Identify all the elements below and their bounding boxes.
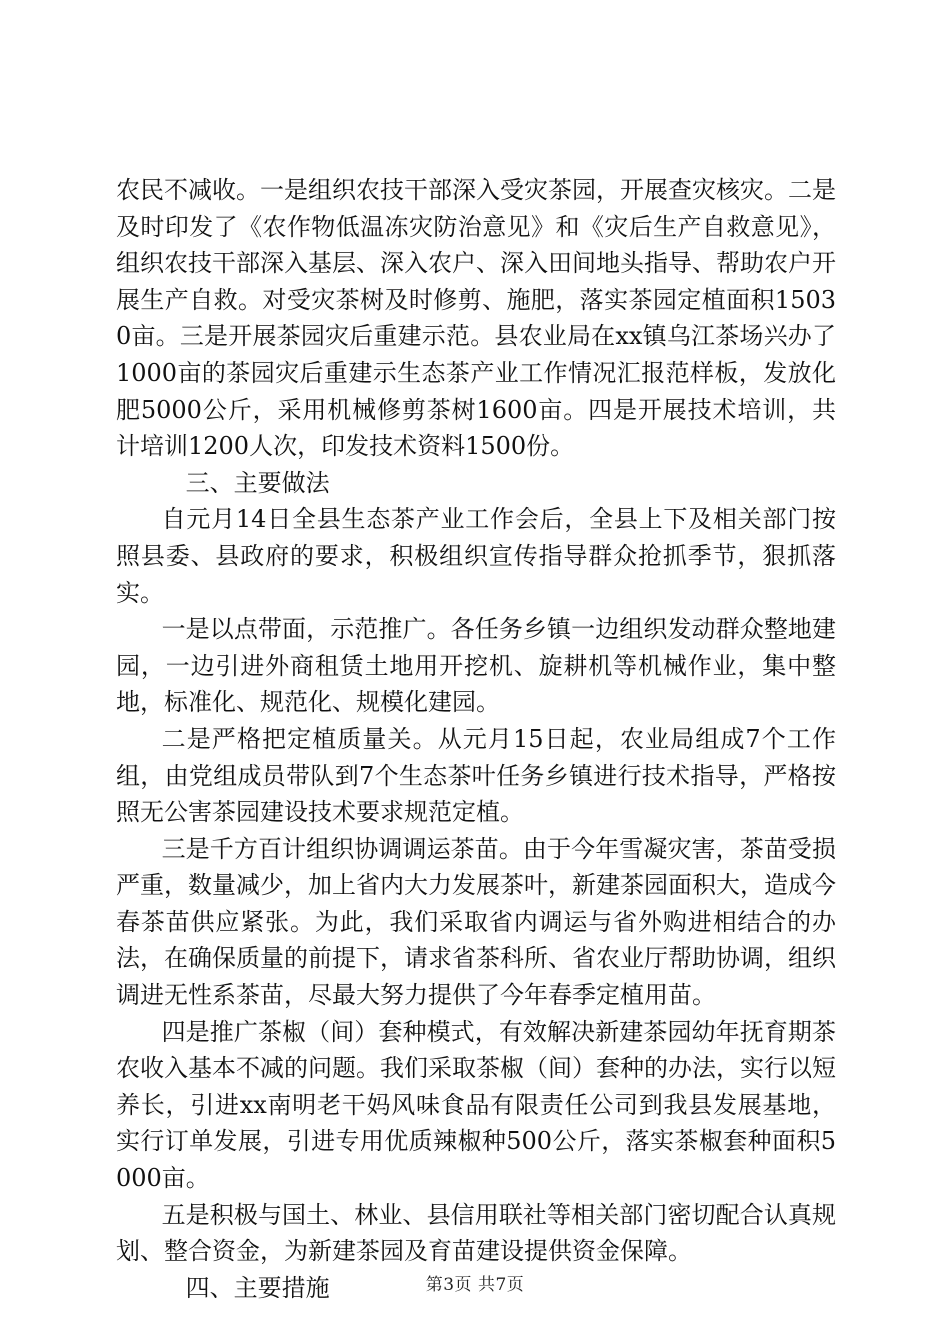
paragraph-intro-practices: 自元月14日全县生态茶产业工作会后，全县上下及相关部门按照县委、县政府的要求，积极组织宣传指导群众抢抓季节，狠抓落实。 (116, 505, 836, 607)
section-heading-main-practices: 三、主要做法 (185, 468, 330, 497)
document-body (116, 172, 836, 1306)
paragraph-disaster-relief: 农民不减收。一是组织农技干部深入受灾茶园，开展查灾核灾。二是及时印发了《农作物低温冻灾防治意见》和《灾后生产自救意见》，组织农技干部深入基层、深入农户、深入田间地头指导、帮助农户开展生产自救。对受灾茶树及时修剪、施肥，落实茶园定植面积15030亩。三是开展茶园灾后重建示范。县农业局在xx镇乌江茶场兴办了1000亩的茶园灾后重建示生态茶产业工作情况汇报范样板，发放化肥5000公斤，采用机械修剪茶树1600亩。四是开展技术培训，共计培训1200人次，印发技术资料1500份。 (116, 176, 836, 461)
paragraph-practice-one: 一是以点带面，示范推广。各任务乡镇一边组织发动群众整地建园，一边引进外商租赁土地用开挖机、旋耕机等机械作业，集中整地，标准化、规范化、规模化建园。 (116, 615, 836, 717)
paragraph-practice-four: 四是推广茶椒（间）套种模式，有效解决新建茶园幼年抚育期茶农收入基本不减的问题。我们采取茶椒（间）套种的办法，实行以短养长，引进xx南明老干妈风味食品有限责任公司到我县发展基地，实行订单发展，引进专用优质辣椒种500公斤，落实茶椒套种面积5000亩。 (116, 1017, 836, 1193)
paragraph-practice-five: 五是积极与国土、林业、县信用联社等相关部门密切配合认真规划、整合资金，为新建茶园及育苗建设提供资金保障。 (116, 1200, 836, 1266)
paragraph-practice-two: 二是严格把定植质量关。从元月15日起，农业局组成7个工作组，由党组成员带队到7个生态茶叶任务乡镇进行技术指导，严格按照无公害茶园建设技术要求规范定植。 (116, 724, 836, 827)
page-number-footer: 第3页 共7页 (425, 1275, 525, 1295)
paragraph-practice-three: 三是千方百计组织协调调运茶苗。由于今年雪凝灾害，茶苗受损严重，数量减少，加上省内大力发展茶叶，新建茶园面积大，造成今春茶苗供应紧张。为此，我们采取省内调运与省外购进相结合的办法，在确保质量的前提下，请求省茶科所、省农业厅帮助协调，组织调进无性系茶苗，尽最大努力提供了今年春季定植用苗。 (116, 834, 836, 1010)
section-heading-main-measures: 四、主要措施 (185, 1273, 330, 1302)
